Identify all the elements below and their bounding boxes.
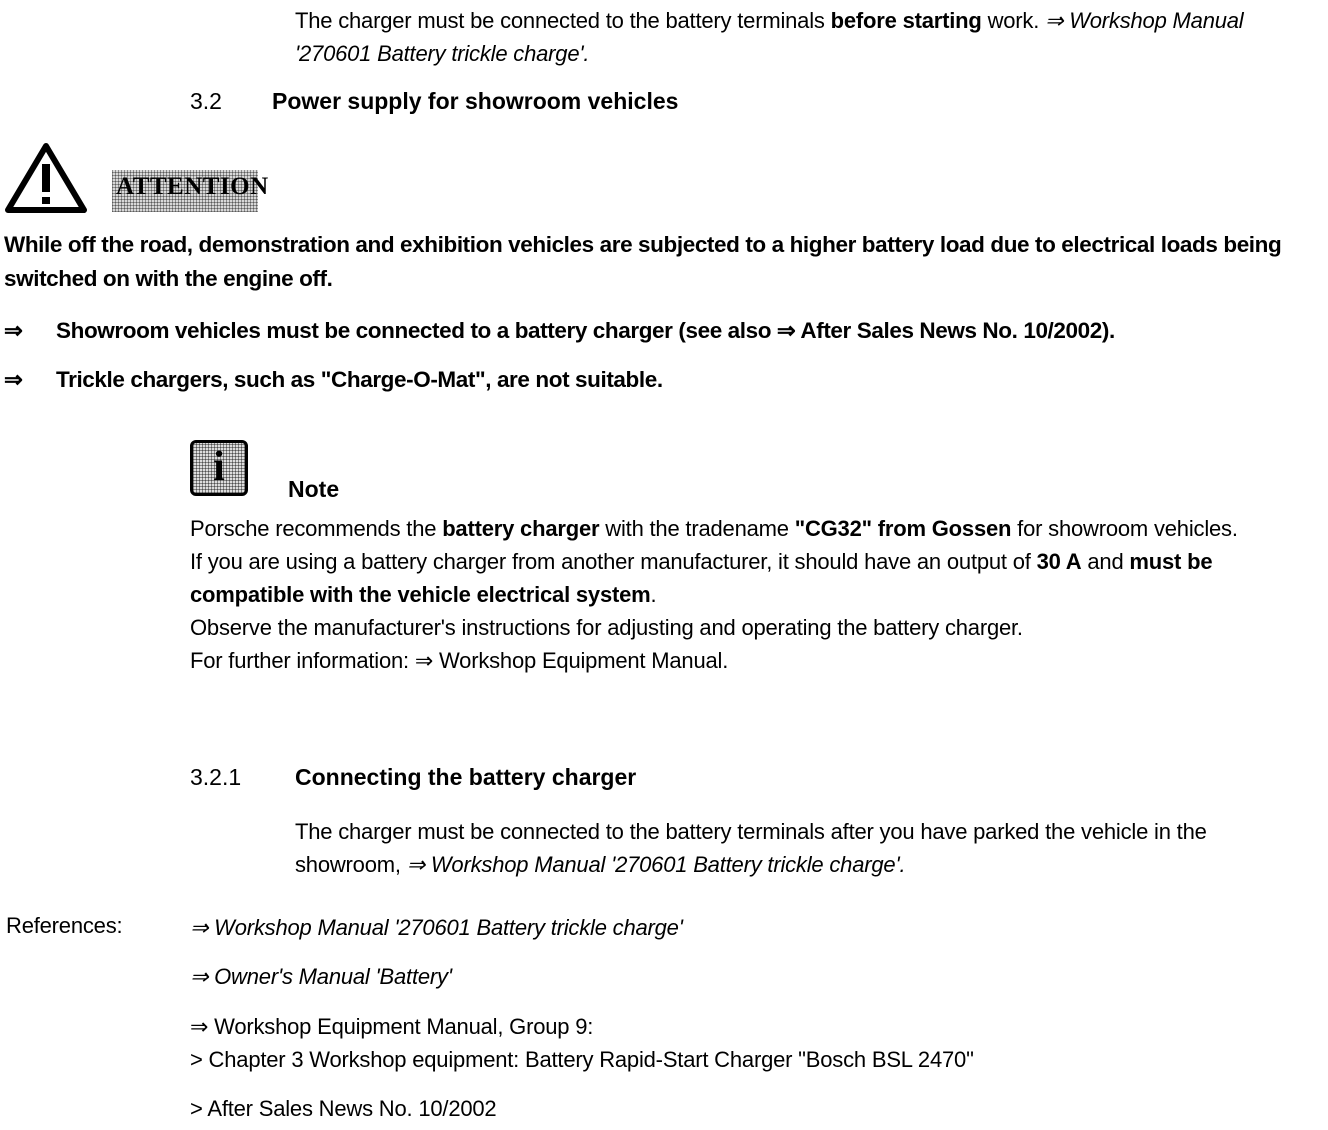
info-icon: i: [190, 440, 248, 496]
warning-triangle-icon: [4, 142, 88, 214]
note-line-3: Observe the manufacturer's instructions for adjusting and operating the battery charger.: [190, 615, 1023, 640]
subsection-number: 3.2.1: [190, 764, 242, 790]
references-label: References:: [6, 913, 123, 938]
section-title: Power supply for showroom vehicles: [272, 88, 679, 114]
subsection-title: Connecting the battery charger: [295, 764, 637, 790]
subsection-body: The charger must be connected to the battery terminals after you have parked the vehicle in the showroom, ⇒ Workshop Manual '270601 Battery trickle charge'.: [295, 819, 1207, 877]
note-line-4[interactable]: For further information: ⇒ Workshop Equipment Manual.: [190, 648, 729, 673]
arrow-icon: ⇒: [4, 318, 23, 343]
attention-label: ATTENTION: [112, 170, 258, 212]
attention-bullet: ⇒ Showroom vehicles must be connected to a battery charger (see also ⇒ After Sales News No. 10/2002).: [4, 314, 1324, 348]
reference-workshop-manual[interactable]: ⇒ Workshop Manual '270601 Battery trickle charge': [190, 915, 683, 940]
note-line-1: Porsche recommends the battery charger with the tradename "CG32" from Gossen for showroom vehicles.: [190, 516, 1238, 541]
attention-body: While off the road, demonstration and exhibition vehicles are subjected to a higher battery load due to electrical loads being switched on with the engine off.: [4, 232, 1282, 291]
note-body: [190, 512, 1300, 677]
workshop-manual-link[interactable]: ⇒ Workshop Manual '270601 Battery trickle charge'.: [406, 852, 906, 877]
reference-chapter: > Chapter 3 Workshop equipment: Battery Rapid-Start Charger "Bosch BSL 2470": [190, 1047, 974, 1072]
section-number: 3.2: [190, 88, 222, 114]
reference-owners-manual[interactable]: ⇒ Owner's Manual 'Battery': [190, 964, 452, 989]
note-title: Note: [288, 476, 340, 502]
workshop-manual-link[interactable]: ⇒ Workshop Manual '270601 Battery trickle charge'.: [295, 8, 1244, 66]
arrow-icon: ⇒: [4, 367, 23, 392]
attention-bullet: ⇒ Trickle chargers, such as "Charge-O-Mat", are not suitable.: [4, 363, 1304, 397]
note-line-2: If you are using a battery charger from another manufacturer, it should have an output of 30 A and must be compatible with the vehicle electrical system.: [190, 549, 1213, 607]
reference-equipment-manual[interactable]: ⇒ Workshop Equipment Manual, Group 9:: [190, 1014, 594, 1039]
intro-paragraph: The charger must be connected to the battery terminals before starting work. ⇒ Workshop Manual '270601 Battery trickle charge'.: [295, 8, 1244, 66]
reference-after-sales-news[interactable]: > After Sales News No. 10/2002: [190, 1096, 497, 1121]
